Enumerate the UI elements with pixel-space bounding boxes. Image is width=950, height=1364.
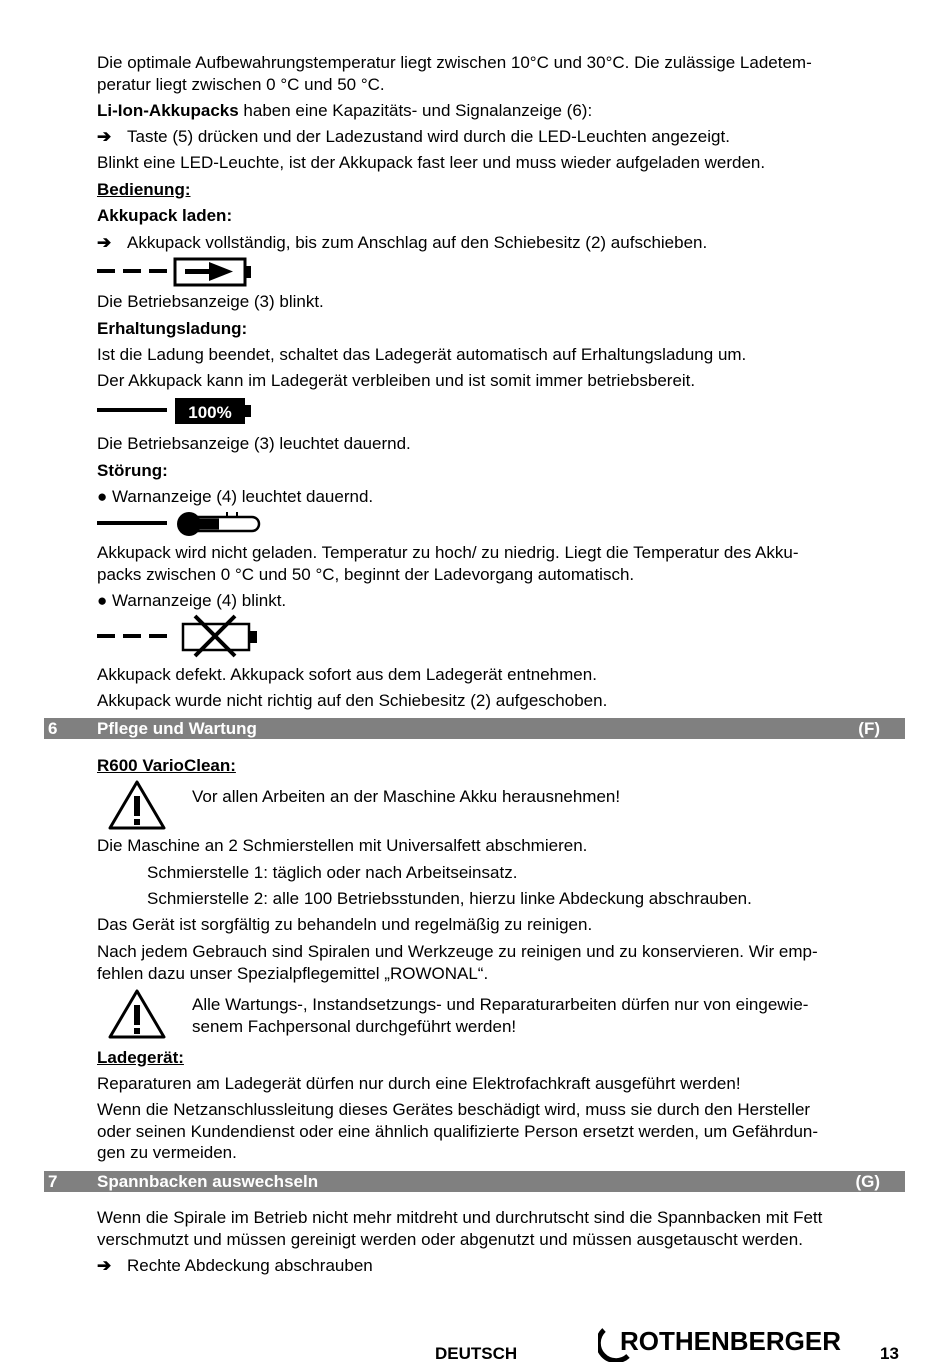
instruction-step (97, 126, 905, 148)
heading-stoerung: Störung: (97, 461, 168, 480)
paragraph-repair: Reparaturen am Ladegerät dürfen nur durch eine Elektrofachkraft ausgeführt werden! (97, 1074, 741, 1093)
text-line: fehlen dazu unser Spezialpflegemittel „ROWONAL“. (97, 963, 489, 983)
paragraph-lubrication: Die Maschine an 2 Schmierstellen mit Universalfett abschmieren. (97, 836, 588, 855)
brand-name: ROTHENBERGER (620, 1326, 842, 1356)
battery-charging-icon (97, 257, 257, 287)
instruction-text: Akkupack vollständig, bis zum Anschlag auf den Schiebesitz (2) aufschieben. (127, 233, 708, 252)
paragraph-status-blinks: Die Betriebsanzeige (3) blinkt. (97, 292, 324, 311)
text-line: gen zu vermeiden. (97, 1143, 237, 1162)
section-figure-ref: (F) (858, 719, 880, 738)
heading-ladegeraet: Ladegerät: (97, 1048, 184, 1067)
battery-full-icon (97, 396, 257, 426)
paragraph-led: Blinkt eine LED-Leuchte, ist der Akkupack fast leer und muss wieder aufgeladen werden. (97, 153, 766, 172)
instruction-text: Taste (5) drücken und der Ladezustand wird durch die LED-Leuchten angezeigt. (127, 127, 730, 146)
heading-akkupack-laden: Akkupack laden: (97, 206, 233, 225)
page-number: 13 (880, 1344, 899, 1363)
warning-text-qualified (192, 994, 892, 1037)
thermometer-icon (97, 510, 267, 538)
section-number: 7 (48, 1172, 58, 1191)
instruction-step (97, 232, 905, 254)
text-line: senem Fachpersonal durchgeführt werden! (192, 1016, 517, 1036)
paragraph-temperature (97, 542, 905, 585)
warning-triangle-icon (107, 988, 167, 1040)
text-line: Alle Wartungs-, Instandsetzungs- und Reparaturarbeiten dürfen nur von eingewie- (192, 995, 809, 1014)
paragraph-storage-temp (97, 52, 905, 95)
rothenberger-logo (598, 1322, 850, 1362)
warning-indicator-blinks: ● Warnanzeige (4) blinkt. (97, 591, 287, 610)
text-line: Wenn die Netzanschlussleitung dieses Gerätes beschädigt wird, muss sie durch den Hersteller (97, 1100, 811, 1119)
warning-text-battery: Vor allen Arbeiten an der Maschine Akku herausnehmen! (192, 787, 621, 806)
section-header-6 (44, 718, 905, 739)
battery-defect-icon (97, 614, 267, 658)
heading-bedienung: Bedienung: (97, 180, 191, 199)
li-ion-text: haben eine Kapazitäts- und Signalanzeige (6): (238, 101, 593, 120)
instruction-text: Rechte Abdeckung abschrauben (127, 1256, 373, 1275)
paragraph-erhaltung-1: Ist die Ladung beendet, schaltet das Ladegerät automatisch auf Erhaltungsladung um. (97, 345, 747, 364)
heading-r600: R600 VarioClean: (97, 756, 236, 775)
arrow-icon: ➔ (97, 127, 112, 146)
section-title: Pflege und Wartung (97, 719, 257, 738)
text-line: Wenn die Spirale im Betrieb nicht mehr mitdreht und durchrutscht sind die Spannbacken mit Fett (97, 1208, 823, 1227)
warning-triangle-icon (107, 779, 167, 831)
paragraph-status-steady: Die Betriebsanzeige (3) leuchtet dauernd. (97, 434, 411, 453)
section-header-7 (44, 1171, 905, 1192)
text-line: Die optimale Aufbewahrungstemperatur liegt zwischen 10°C und 30°C. Die zulässige Ladetem- (97, 53, 812, 72)
warning-indicator-steady: ● Warnanzeige (4) leuchtet dauernd. (97, 487, 374, 506)
paragraph-li-ion (97, 100, 905, 122)
paragraph-defect: Akkupack defekt. Akkupack sofort aus dem Ladegerät entnehmen. (97, 665, 597, 684)
battery-full-label: 100% (188, 403, 232, 422)
paragraph-rowonal (97, 941, 905, 984)
text-line: Akkupack wird nicht geladen. Temperatur zu hoch/ zu niedrig. Liegt die Temperatur des Akku- (97, 543, 799, 562)
arrow-icon: ➔ (97, 233, 112, 252)
text-line: peratur liegt zwischen 0 °C und 50 °C. (97, 74, 385, 94)
text-line: oder seinen Kundendienst oder eine ähnlich qualifizierte Person ersetzt werden, um Gefährdun- (97, 1121, 819, 1141)
section-number: 6 (48, 719, 58, 738)
lubrication-point-2: Schmierstelle 2: alle 100 Betriebsstunden, hierzu linke Abdeckung abschrauben. (147, 889, 752, 908)
paragraph-care: Das Gerät ist sorgfältig zu behandeln und regelmäßig zu reinigen. (97, 915, 593, 934)
arrow-icon: ➔ (97, 1256, 112, 1275)
text-line: Nach jedem Gebrauch sind Spiralen und Werkzeuge zu reinigen und zu konservieren. Wir emp- (97, 942, 818, 961)
li-ion-label: Li-Ion-Akkupacks (97, 101, 239, 120)
text-line: packs zwischen 0 °C und 50 °C, beginnt der Ladevorgang automatisch. (97, 564, 635, 584)
paragraph-jaws (97, 1207, 905, 1250)
paragraph-not-seated: Akkupack wurde nicht richtig auf den Schiebesitz (2) aufgeschoben. (97, 691, 608, 710)
paragraph-power-cable (97, 1099, 905, 1164)
section-figure-ref: (G) (855, 1172, 880, 1191)
footer-language: DEUTSCH (435, 1344, 518, 1363)
paragraph-erhaltung-2: Der Akkupack kann im Ladegerät verbleiben und ist somit immer betriebsbereit. (97, 371, 696, 390)
section-title: Spannbacken auswechseln (97, 1172, 319, 1191)
lubrication-point-1: Schmierstelle 1: täglich oder nach Arbeitseinsatz. (147, 863, 518, 882)
text-line: verschmutzt und müssen gereinigt werden oder abgenutzt und müssen ausgetauscht werden. (97, 1229, 803, 1249)
instruction-step (97, 1255, 905, 1277)
heading-erhaltungsladung: Erhaltungsladung: (97, 319, 248, 338)
